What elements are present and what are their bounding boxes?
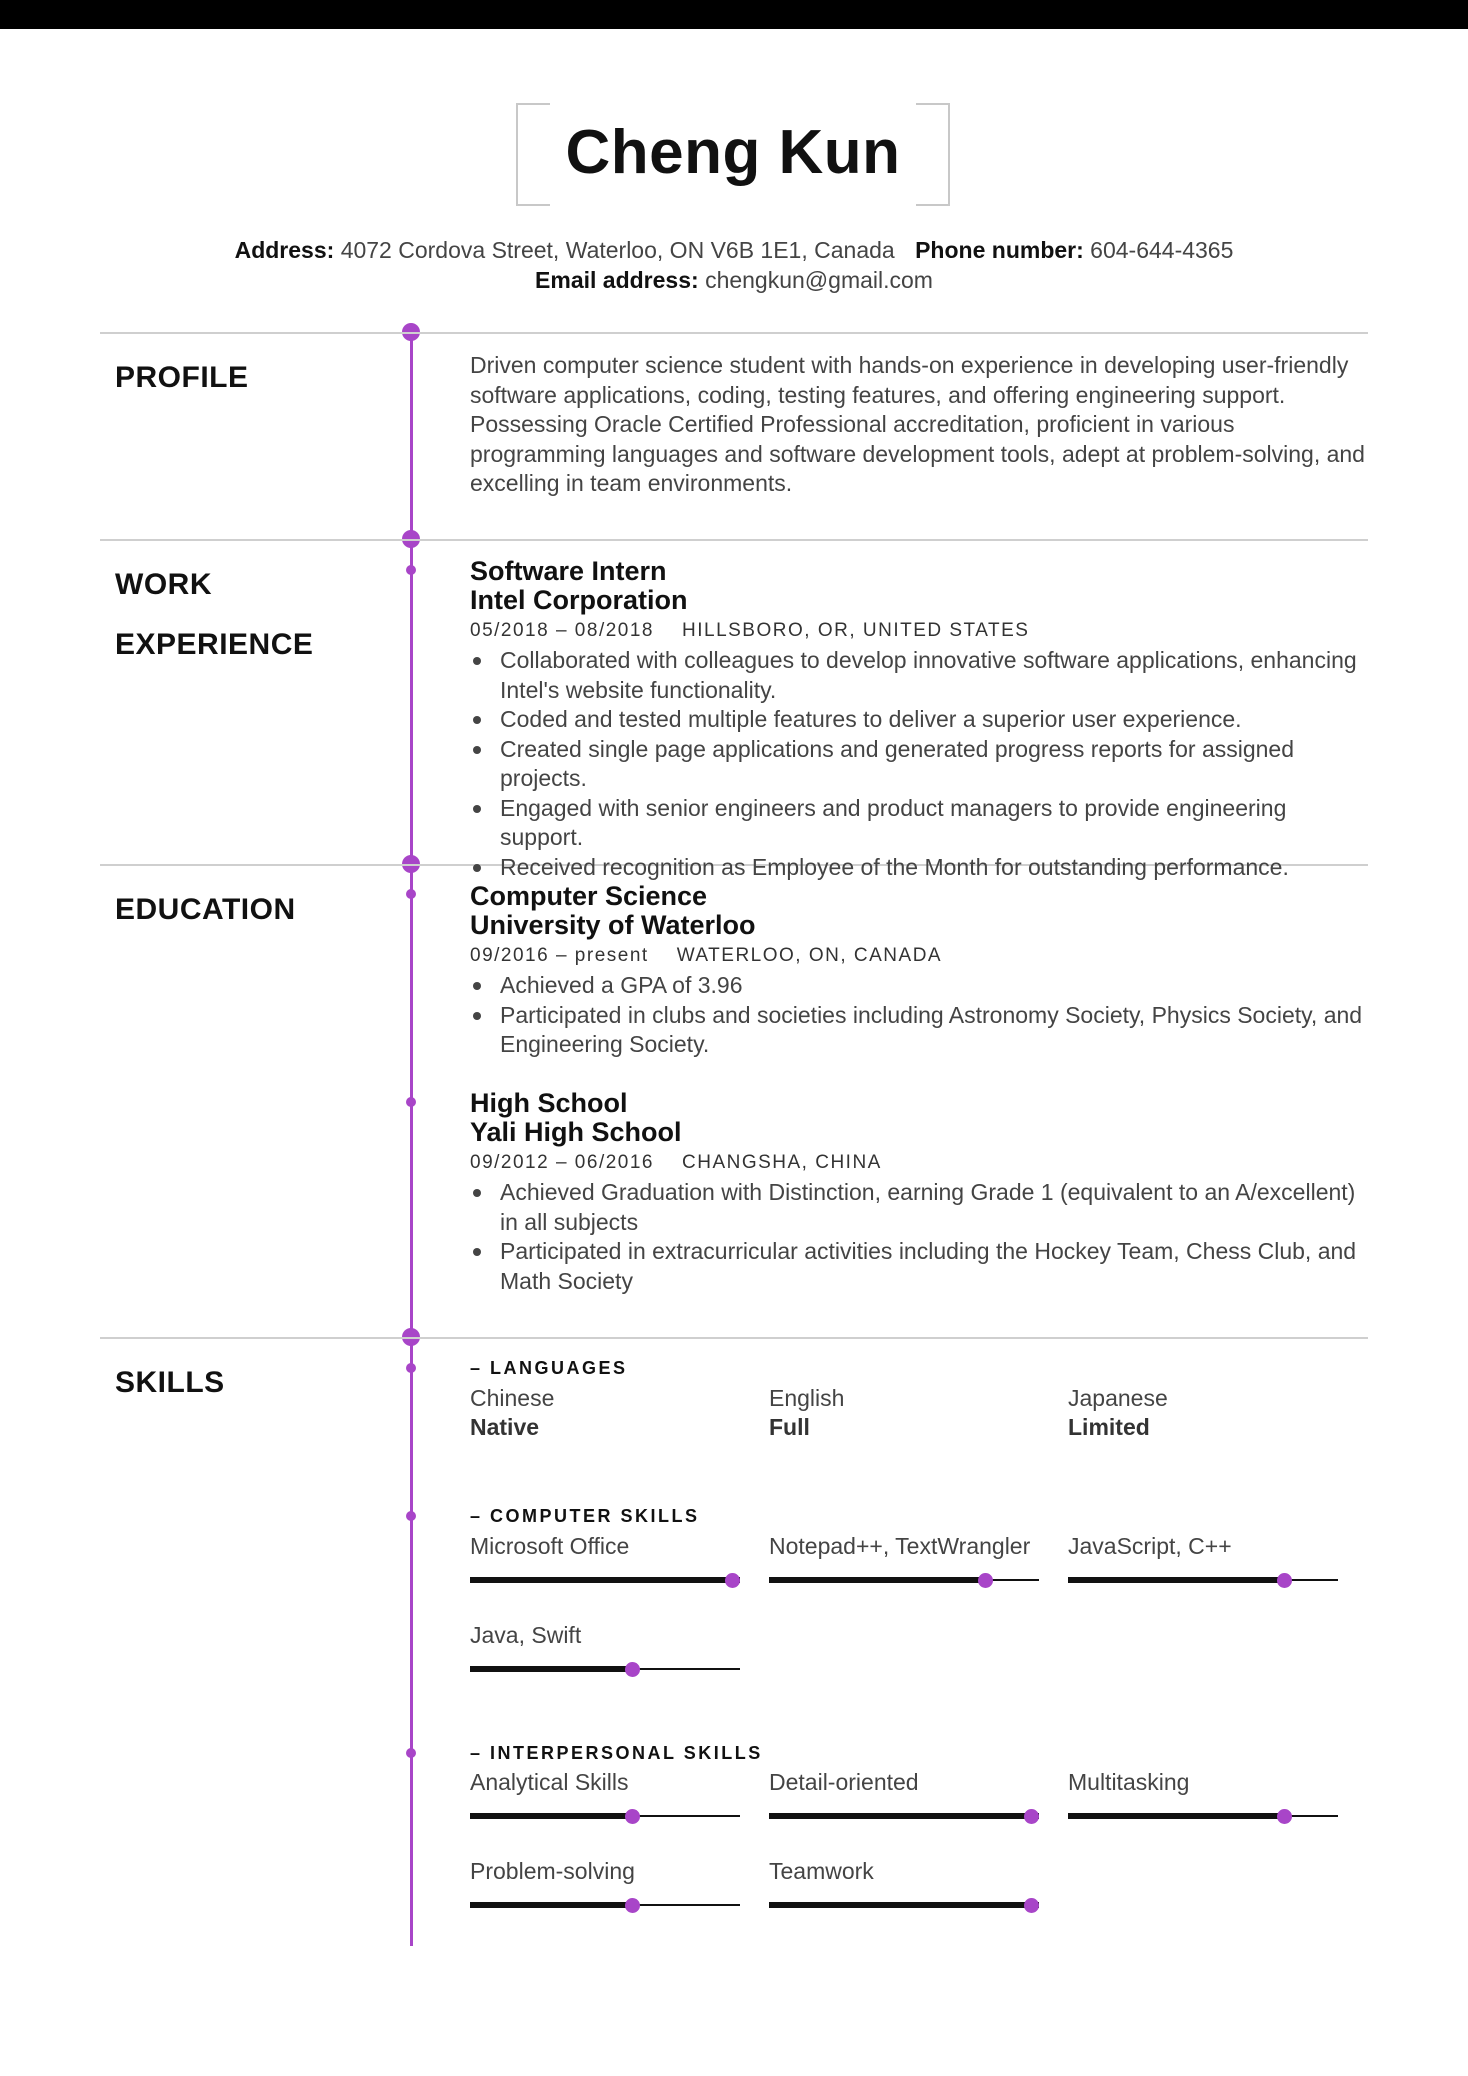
timeline-dot xyxy=(406,1097,416,1107)
skill-level-dot xyxy=(625,1898,640,1913)
skill-name: Java, Swift xyxy=(470,1622,582,1648)
timeline-dot xyxy=(406,1363,416,1373)
skill-fill xyxy=(470,1666,632,1672)
skill-item xyxy=(470,1532,740,1561)
skill-name: JavaScript, C++ xyxy=(1068,1533,1232,1559)
timeline-dot xyxy=(406,889,416,899)
address-label: Address: xyxy=(234,237,335,263)
job-location: HILLSBORO, OR, UNITED STATES xyxy=(682,620,1030,641)
language-name: Japanese xyxy=(1068,1385,1168,1411)
education-degree: Computer Science xyxy=(470,881,708,911)
skill-item xyxy=(769,1768,1039,1797)
timeline-dot xyxy=(406,1511,416,1521)
language-level: Limited xyxy=(1068,1414,1150,1440)
skill-fill xyxy=(1068,1813,1284,1819)
education-location: WATERLOO, ON, CANADA xyxy=(676,945,943,966)
skill-item xyxy=(769,1532,1039,1561)
education-section-title: EDUCATION xyxy=(115,893,296,926)
skill-level-dot xyxy=(625,1809,640,1824)
skill-fill xyxy=(769,1577,985,1583)
skill-name: Teamwork xyxy=(769,1858,874,1884)
list-item: Achieved a GPA of 3.96 xyxy=(470,971,1370,1001)
list-item: Participated in clubs and societies including Astronomy Society, Physics Society, and Engineering Society. xyxy=(470,1001,1370,1060)
languages-heading: – LANGUAGES xyxy=(470,1358,628,1378)
skill-level-dot xyxy=(725,1573,740,1588)
timeline-dot xyxy=(406,565,416,575)
skill-level-dot xyxy=(1024,1809,1039,1824)
skills-section-title: SKILLS xyxy=(115,1366,225,1399)
phone-label: Phone number: xyxy=(915,237,1084,263)
skill-item xyxy=(1068,1532,1338,1561)
divider xyxy=(100,539,1368,541)
education-meta xyxy=(470,944,942,968)
skill-level-dot xyxy=(978,1573,993,1588)
list-item: Achieved Graduation with Distinction, earning Grade 1 (equivalent to an A/excellent) in all subjects xyxy=(470,1178,1370,1237)
skill-item xyxy=(470,1857,740,1886)
skill-item xyxy=(470,1768,740,1797)
phone-value: 604-644-4365 xyxy=(1090,237,1234,263)
address-value: 4072 Cordova Street, Waterloo, ON V6B 1E1, Canada xyxy=(340,237,895,263)
skill-level-dot xyxy=(1277,1573,1292,1588)
candidate-name: Cheng Kun xyxy=(565,118,901,187)
skill-fill xyxy=(769,1813,1039,1819)
list-item: Participated in extracurricular activities including the Hockey Team, Chess Club, and Math Society xyxy=(470,1237,1370,1296)
skill-fill xyxy=(470,1902,632,1908)
profile-summary: Driven computer science student with hands-on experience in developing user-friendly software applications, coding, testing features, and offering engineering support. Possessing Oracle Certified Professional accreditation, proficient in various programming languages and software development tools, adept at problem-solving, and excelling in team environments. xyxy=(470,352,1365,496)
top-bar xyxy=(0,0,1468,29)
skill-fill xyxy=(1068,1577,1284,1583)
divider xyxy=(100,1337,1368,1339)
name-box xyxy=(516,103,950,206)
skill-item xyxy=(769,1857,1039,1886)
contact-line-2 xyxy=(0,267,1468,294)
education-dates: 09/2016 – present xyxy=(470,945,649,966)
education-school: Yali High School xyxy=(470,1117,682,1147)
profile-section-title: PROFILE xyxy=(115,361,249,394)
skill-fill xyxy=(470,1577,740,1583)
list-item: Created single page applications and generated progress reports for assigned projects. xyxy=(470,735,1370,794)
job-bullet-list xyxy=(470,646,1370,882)
language-name: Chinese xyxy=(470,1385,555,1411)
list-item: Received recognition as Employee of the Month for outstanding performance. xyxy=(470,853,1370,883)
interpersonal-skills-heading: – INTERPERSONAL SKILLS xyxy=(470,1743,763,1763)
computer-skills-heading: – COMPUTER SKILLS xyxy=(470,1506,700,1526)
education-meta xyxy=(470,1151,882,1175)
skill-fill xyxy=(470,1813,632,1819)
divider xyxy=(100,332,1368,334)
work-section-title-line2: EXPERIENCE xyxy=(115,628,314,661)
skill-fill xyxy=(769,1902,1039,1908)
skill-name: Notepad++, TextWrangler xyxy=(769,1533,1031,1559)
education-bullet-list xyxy=(470,971,1370,1060)
list-item: Engaged with senior engineers and product managers to provide engineering support. xyxy=(470,794,1370,853)
education-dates: 09/2012 – 06/2016 xyxy=(470,1152,654,1173)
job-meta xyxy=(470,619,1029,643)
work-section-title-line1: WORK xyxy=(115,568,212,601)
language-item xyxy=(1068,1384,1358,1442)
education-degree: High School xyxy=(470,1088,628,1118)
job-title: Software Intern xyxy=(470,556,667,586)
language-item xyxy=(470,1384,760,1442)
skill-name: Microsoft Office xyxy=(470,1533,630,1559)
email-label: Email address: xyxy=(535,267,699,293)
education-bullet-list xyxy=(470,1178,1370,1296)
language-name: English xyxy=(769,1385,845,1411)
skill-level-dot xyxy=(1277,1809,1292,1824)
education-school: University of Waterloo xyxy=(470,910,756,940)
language-level: Full xyxy=(769,1414,810,1440)
skill-name: Analytical Skills xyxy=(470,1769,629,1795)
job-company: Intel Corporation xyxy=(470,585,688,615)
skill-item xyxy=(470,1621,740,1650)
contact-line-1 xyxy=(0,237,1468,264)
education-location: CHANGSHA, CHINA xyxy=(682,1152,882,1173)
skill-item xyxy=(1068,1768,1338,1797)
language-item xyxy=(769,1384,1059,1442)
language-level: Native xyxy=(470,1414,540,1440)
job-dates: 05/2018 – 08/2018 xyxy=(470,620,654,641)
timeline-dot xyxy=(406,1748,416,1758)
list-item: Coded and tested multiple features to deliver a superior user experience. xyxy=(470,705,1370,735)
email-value: chengkun@gmail.com xyxy=(705,267,933,293)
skill-name: Problem-solving xyxy=(470,1858,635,1884)
skill-name: Detail-oriented xyxy=(769,1769,919,1795)
list-item: Collaborated with colleagues to develop innovative software applications, enhancing Intel's website functionality. xyxy=(470,646,1370,705)
skill-name: Multitasking xyxy=(1068,1769,1190,1795)
skill-level-dot xyxy=(625,1662,640,1677)
skill-level-dot xyxy=(1024,1898,1039,1913)
